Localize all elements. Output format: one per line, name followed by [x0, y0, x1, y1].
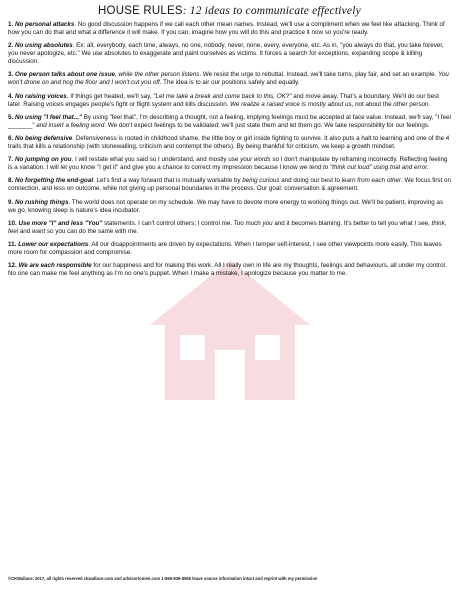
- rule-heading: One person talks about one issue: [14, 71, 115, 79]
- rule-emphasis-text: your words: [240, 156, 271, 164]
- rule-emphasis-text: want: [31, 227, 46, 235]
- copyright-footer: ©CKWallace, 2017, all rights reserved ckwallace.com and advisortomen.com 1-855-839-5565 leave source information intact and reprint with my permission: [8, 576, 318, 581]
- rule-emphasis-text: learn from each other: [341, 177, 402, 185]
- rule-number: 5.: [8, 113, 14, 121]
- rule-item: [8, 42, 451, 66]
- rule-text: . No good discussion happens if we call each other mean names. Instead, we'll use a compliment when we feel like attacking. Think of how you can do that and what a difference it will make. If you can, imagine how you will do this and practice it now so you're ready.: [8, 21, 445, 37]
- rule-number: 12.: [8, 262, 17, 270]
- rule-item: [8, 135, 451, 151]
- rule-text: . All our disappointments are driven by expectations. When I temper self-interest, I see other viewpoints more easily. This leaves more room for compassion and compromise.: [8, 240, 442, 256]
- rule-text: so you can do the same with me.: [45, 227, 139, 235]
- rule-number: 6.: [8, 134, 14, 142]
- rule-heading: Lower our expectations: [18, 240, 89, 248]
- rule-item: [8, 177, 451, 193]
- rule-emphasis-text: we tend to "think out loud" using trial and error.: [299, 164, 429, 172]
- rule-number: 10.: [8, 219, 17, 227]
- rule-number: 7.: [8, 156, 14, 164]
- rule-text: and it becomes blaming. It's better to tell you what: [272, 219, 415, 227]
- rule-text: . Ex: all, everybody, each time, always, no one, nobody, never, none, every, everyone, etc. As in, "you always do that, you take forever, you never apologize, etc." We use absolutes to exaggerate and paint ourselves as victims. It forces a search for exceptions, expanding scope & killing discussion.: [8, 42, 444, 66]
- rule-emphasis-text: and insert a feeling word: [36, 121, 105, 129]
- rule-item: [8, 262, 451, 278]
- rule-number: 3.: [8, 71, 14, 79]
- rule-text: for our happiness and for making this work. All I really own in life are my thoughts, feelings and behaviours, all under my control. No one can make me feel anything as I'm no one's puppet. When I make a mistake, I apologize because you matter to me.: [8, 262, 447, 278]
- rule-text: statements. I can't control others; I control me. Too much: [102, 219, 263, 227]
- page-title: [8, 4, 451, 18]
- rule-emphasis-text: "Let me take a break and come back to this, OK?": [153, 92, 292, 100]
- rule-heading: No using absolutes: [14, 42, 73, 50]
- rule-item: [8, 21, 451, 37]
- rule-heading: We are each responsible: [18, 262, 92, 270]
- rule-item: [8, 199, 451, 215]
- rule-text: , not about the other person.: [351, 100, 431, 108]
- rule-text: so I don't manipulate by reframing incorrectly. Reflecting feeling is a variation. I will let you know "I get it" and give you a chance to correct my impression because I know: [8, 156, 448, 172]
- rule-emphasis-text: I see, think, feel: [8, 219, 447, 235]
- rule-text: and: [18, 227, 32, 235]
- rule-text: . We focus first on connection, and less on outcome, while not giving up personal boundaries in the process. Our goal: conversation & agreement.: [8, 177, 451, 193]
- rule-heading: No forgetting the end-goal: [14, 177, 94, 185]
- rule-emphasis-text: We realize a raised voice is mostly about us: [230, 100, 352, 108]
- rule-number: 2.: [8, 42, 14, 50]
- rule-text: The idea is to air our positions safely and equally.: [161, 79, 300, 87]
- rule-heading: No personal attacks: [14, 21, 75, 28]
- rule-emphasis-text: you: [262, 219, 273, 227]
- rule-text: By using "feel that", I'm describing a thought, not a feeling, implying feelings must be accepted at face value. Instead, we'll say, "I feel _______": [8, 113, 451, 129]
- rule-heading: No using "I feel that...": [14, 113, 83, 121]
- rule-text: . We resist the urge to rebuttal. Instead, we'll take turns, play fair, and set an example.: [199, 71, 439, 79]
- rule-emphasis-text: being curious: [242, 177, 280, 185]
- rule-heading: No jumping on you: [14, 156, 72, 164]
- rule-number: 11.: [8, 240, 17, 248]
- rule-item: [8, 114, 451, 130]
- rule-text: . Let's find a way forward that is mutually workable by: [93, 177, 243, 185]
- rule-text: . Defensiveness is rooted in childhood shame, the little boy or girl inside fighting to survive. It also puts a halt to learning and one of the 4 traits that kills a relationship (with stonewalling, criticism and contempt the others). By being thankful for criticism, we keep a growth mindset.: [8, 134, 450, 151]
- rule-emphasis-text: You won't drone on and hog the floor and I won't cut you off.: [8, 71, 449, 87]
- title-main: HOUSE RULES: [98, 5, 183, 17]
- rule-text: and move away. That's a boundary. We'll do our best later. Raising voices engages people's fight or flight system and kills discussion.: [8, 92, 439, 108]
- rule-text: . I will restate what you said so I understand, and mostly use: [71, 156, 241, 164]
- rule-heading: No rushing things: [14, 198, 69, 206]
- rule-text: . The world does not operate on my schedule. We may have to devote more energy to working things out. We'll be patient, improving as we go, knowing sleep is nature's idea incubator.: [8, 198, 444, 214]
- rule-number: 4.: [8, 92, 14, 100]
- rule-item: [8, 241, 451, 257]
- rule-text: . We don't expect feelings to be validated; we'll just state them and let them go. We take responsibility for our feelings.: [104, 121, 430, 129]
- rule-item: [8, 71, 451, 87]
- title-subtitle: : 12 ideas to communicate effectively: [182, 5, 361, 17]
- rule-emphasis-text: , while the other person listens: [115, 71, 200, 79]
- rule-text: . If things get heated, we'll say,: [66, 92, 154, 100]
- rule-heading: No raising voices: [14, 92, 67, 100]
- rule-item: [8, 93, 451, 109]
- rule-number: 9.: [8, 198, 14, 206]
- rule-item: [8, 220, 451, 236]
- rule-heading: No being defensive: [14, 134, 73, 142]
- rule-item: [8, 156, 451, 172]
- rule-heading: Use more "I" and less "You": [18, 219, 103, 227]
- rule-number: 1.: [8, 21, 14, 28]
- rules-list: [8, 21, 451, 278]
- rule-number: 8.: [8, 177, 14, 185]
- rule-text: and doing our best to: [279, 177, 342, 185]
